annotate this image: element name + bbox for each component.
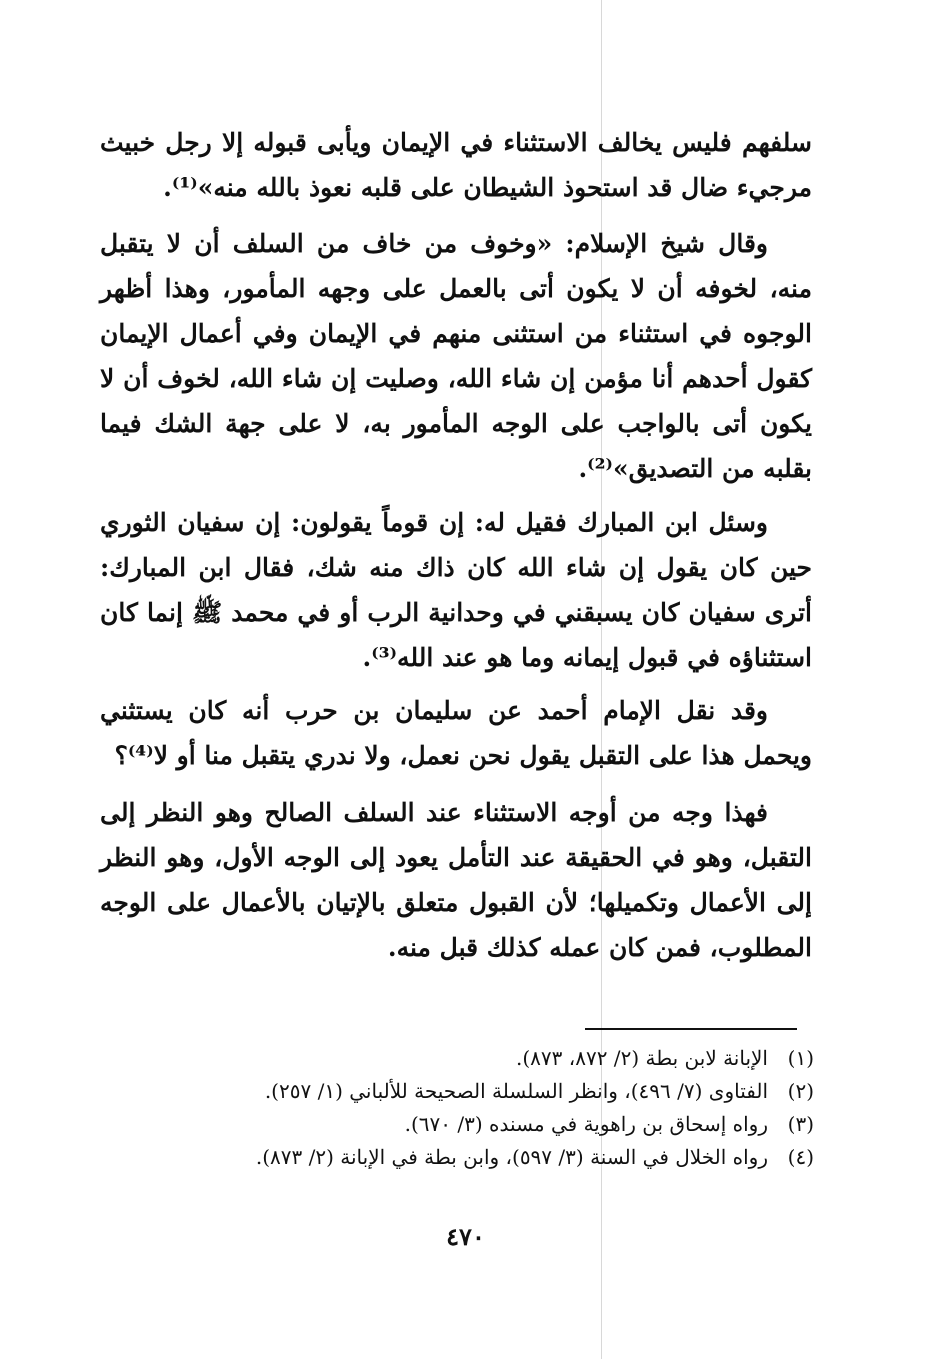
paragraph-block-5 — [100, 790, 812, 970]
footnote-text: رواه إسحاق بن راهوية في مسنده (٣/ ٦٧٠). — [404, 1112, 768, 1136]
footnote-item — [150, 1042, 814, 1075]
paragraph-block-1 — [100, 120, 812, 210]
footnote-number: (٤) — [787, 1145, 814, 1169]
footnote-item — [150, 1075, 814, 1108]
footnote-item — [150, 1108, 814, 1141]
paragraph: سلفهم فليس يخالف الاستثناء في الإيمان ويأبى قبوله إلا رجل خبيث مرجيء ضال قد استحوذ الشيطان على قلبه نعوذ بالله منه»⁽¹⁾. — [100, 128, 812, 202]
footnotes — [150, 1042, 814, 1174]
footnote-number: (٢) — [787, 1079, 814, 1103]
paragraph-block-3 — [100, 500, 812, 680]
footnote-text: الفتاوى (٧/ ٤٩٦)، وانظر السلسلة الصحيحة للألباني (١/ ٢٥٧). — [264, 1079, 768, 1103]
paragraph: وقد نقل الإمام أحمد عن سليمان بن حرب أنه كان يستثني ويحمل هذا على التقبل يقول نحن نعمل، ولا ندري يتقبل منا أو لا⁽⁴⁾؟ — [100, 696, 812, 770]
footnote-item — [150, 1141, 814, 1174]
paragraph: فهذا وجه من أوجه الاستثناء عند السلف الصالح وهو النظر إلى التقبل، وهو في الحقيقة عند التأمل يعود إلى الوجه الأول، وهو النظر إلى الأعمال وتكميلها؛ لأن القبول متعلق بالإتيان بالأعمال على الوجه المطلوب، فمن كان عمله كذلك قبل منه. — [100, 798, 812, 962]
footnote-number: (٣) — [787, 1112, 814, 1136]
paragraph: وسئل ابن المبارك فقيل له: إن قوماً يقولون: إن سفيان الثوري حين كان يقول إن شاء الله كان ذاك منه شك، فقال ابن المبارك: أترى سفيان كان يسبقني في وحدانية الرب أو في محمد ﷺ إنما كان استثناؤه في قبول إيمانه وما هو عند الله⁽³⁾. — [100, 508, 812, 672]
paragraph: وقال شيخ الإسلام: «وخوف من خاف من السلف أن لا يتقبل منه، لخوفه أن لا يكون أتى بالعمل على وجهه المأمور، وهذا أظهر الوجوه في استثناء من استثنى منهم في الإيمان وفي أعمال الإيمان كقول أحدهم أنا مؤمن إن شاء الله، وصليت إن شاء الله، لخوف أن لا يكون أتى بالواجب على الوجه المأمور به، لا على جهة الشك فيما بقلبه من التصديق»⁽²⁾. — [100, 229, 812, 483]
footnote-number: (١) — [787, 1046, 814, 1070]
footnote-separator — [585, 1028, 797, 1030]
page-number: ٤٧٠ — [446, 1222, 485, 1251]
paragraph-block-2 — [100, 221, 812, 491]
paragraph-block-4 — [100, 688, 812, 778]
footnote-text: رواه الخلال في السنة (٣/ ٥٩٧)، وابن بطة في الإبانة (٢/ ٨٧٣). — [255, 1145, 768, 1169]
footnote-text: الإبانة لابن بطة (٢/ ٨٧٢، ٨٧٣). — [516, 1046, 768, 1070]
